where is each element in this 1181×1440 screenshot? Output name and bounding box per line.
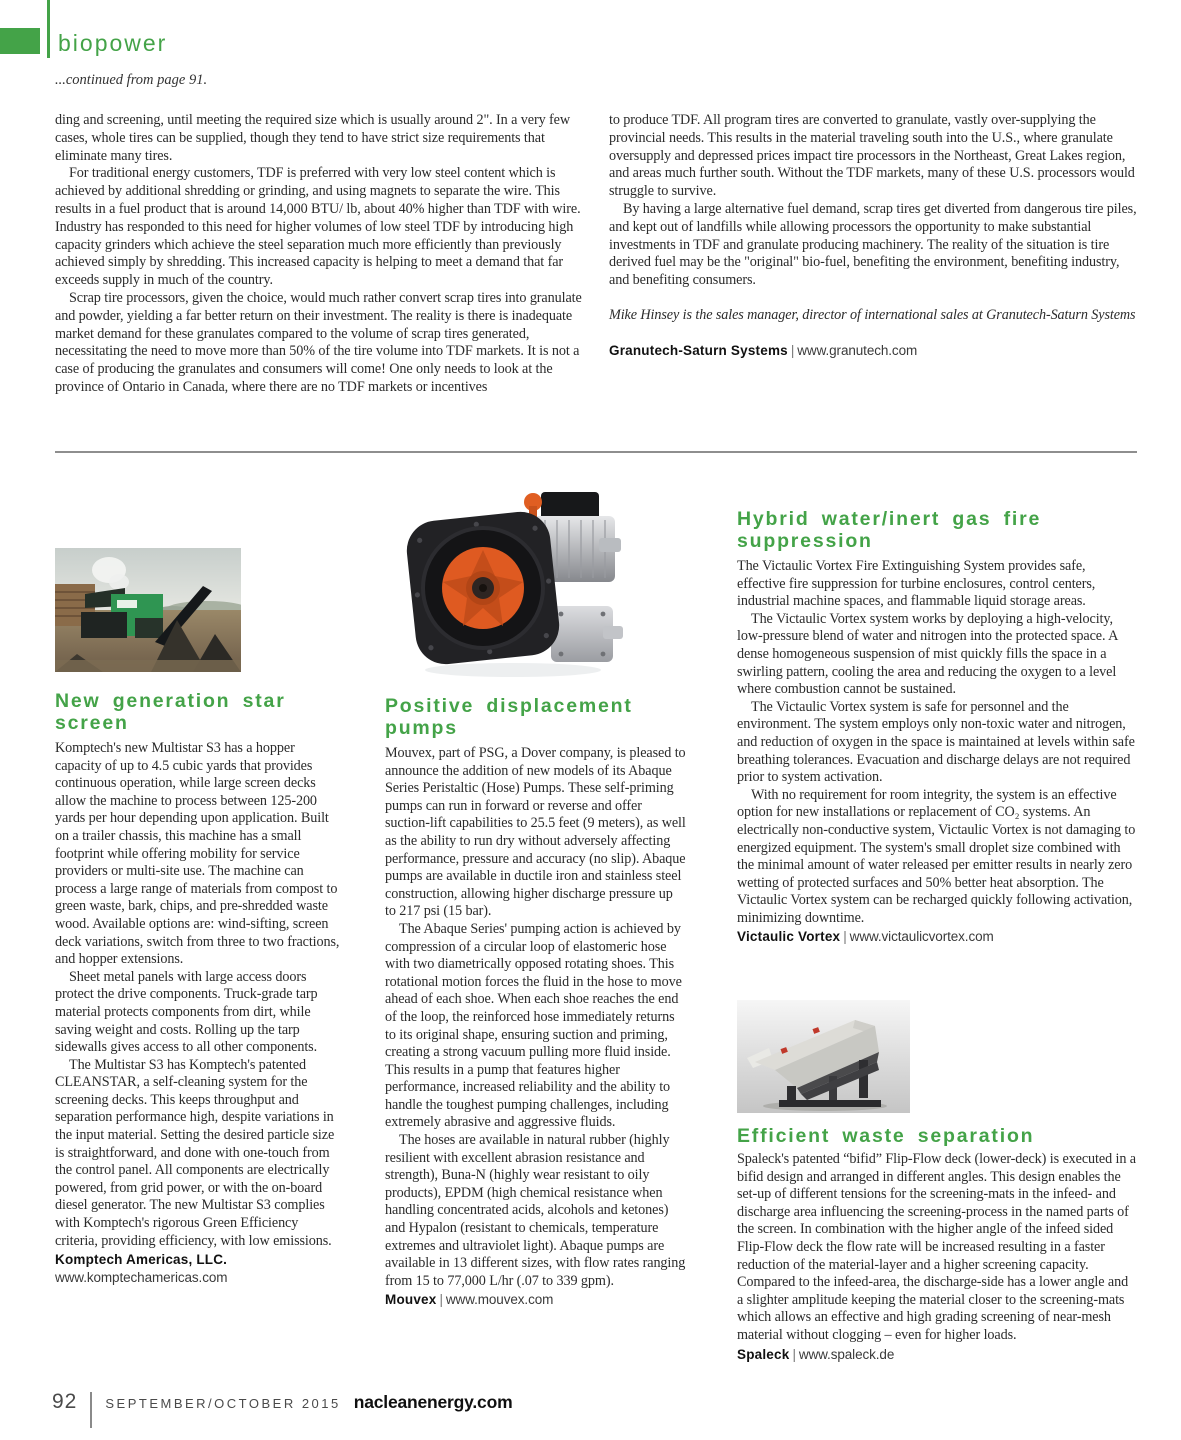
issue-date: SEPTEMBER/OCTOBER 2015 [105, 1396, 341, 1411]
star-screen-photo [55, 548, 342, 672]
pipe-separator: | [843, 929, 847, 945]
company-name: Granutech-Saturn Systems [609, 342, 788, 358]
paragraph: The Victaulic Vortex system works by deploying a high-velocity, low-pressure blend of water and nitrogen into the protected space. A dense homogeneous suspension of mist quickly fills the space in a swirling pattern, cooling the area and reducing the oxygen to a level where combustion cannot be sustained. [737, 610, 1118, 698]
paragraph: For traditional energy customers, TDF is preferred with very low steel content which is achieved by additional shredding or grinding, and using magnets to separate the wire. This results in a fuel product that is around 14,000 BTU/ lb, about 40% higher than TDF with wire. Industry has responded to this need for higher volumes of low steel TDF by introducing high capacity grinders which achieve the steel separation much more efficiently than previously achieved simply by shredding. This increased capacity is helping to meet a demand that far exceeds supply in much of the country. [55, 165, 581, 289]
company-credit-granutech [609, 342, 1137, 360]
tdf-article-column-2 [609, 112, 1137, 397]
company-name: Victaulic Vortex [737, 929, 841, 945]
company-credit-komptech [55, 1251, 342, 1286]
paragraph: Mouvex, part of PSG, a Dover company, is pleased to announce the addition of new models of its Abaque Series Peristaltic (Hose) Pumps. These self-priming pumps can run in forward or reverse and offer suction-lift capabilities to 25.5 feet (9 meters), as well as the ability to run dry without adversely affecting performance, pressure and accuracy (no slip). Abaque pumps are available in ductile iron and stainless steel construction, allowing higher discharge pressure up to 217 psi (15 bar). [385, 745, 686, 920]
paragraph: to produce TDF. All program tires are converted to granulate, vastly over-supplying the provincial needs. This results in the material traveling south into the U.S., where granulate oversupply and depressed prices impact tire processors in the Northeast, Great Lakes region, and areas much further south. Without the TDF markets, many of these U.S. processors would struggle to survive. [609, 112, 1135, 200]
star-screen-photo-graphic [55, 548, 241, 672]
flip-flow-screen-photo [737, 1000, 1137, 1113]
footer-rule [90, 1392, 92, 1428]
article-title: Efficient waste separation [737, 1125, 1035, 1147]
article-star-screen [55, 548, 342, 1286]
author-byline: Mike Hinsey is the sales manager, director of international sales at Granutech-Saturn Systems [609, 306, 1136, 323]
article-pumps [385, 488, 687, 1309]
paragraph: By having a large alternative fuel demand, scrap tires get diverted from dangerous tire piles, and kept out of landfills while allowing processors the opportunity to make substantial investments in TDF and granulate producing machinery. The reality of the situation is tire derived fuel may be the "original" bio-fuel, benefiting the environment, benefiting industry, and benefiting consumers. [609, 200, 1137, 289]
section-title: biopower [58, 30, 168, 56]
company-url[interactable]: www.mouvex.com [445, 1292, 554, 1308]
paragraph: The Victaulic Vortex system is safe for personnel and the environment. The system employs only non-toxic water and nitrogen, and reduction of oxygen in the space is maintained at levels within safe breathing tolerances. Evacuation and discharge delays are not required prior to system activation. [737, 698, 1135, 786]
company-url[interactable]: www.victaulicvortex.com [849, 929, 994, 945]
paragraph: With no requirement for room integrity, the system is an effective option for new installations or replacement of CO₂ systems. An electrically non-conductive system, Victaulic Vortex is not damaging to energized equipment. The system's small droplet size combined with the minimal amount of water released per emitter results in nearly zero wetting of protected surfaces and 50% better heat absorption. The Victaulic Vortex system can be recharged quickly following activation, minimizing downtime. [737, 786, 1136, 926]
pipe-separator: | [439, 1292, 443, 1308]
continued-note: ...continued from page 91. [55, 72, 208, 88]
paragraph: The Abaque Series' pumping action is achieved by compression of a circular loop of elastomeric hose with two diametrically opposed rotating shoes. This rotational motion forces the fluid in the hose to move ahead of each shoe. When each shoe reaches the end of the loop, the reinforced hose immediately returns to its original shape, ensuring suction and priming, creating a strong vacuum pulling more fluid inside. This results in a pump that features higher performance, increased reliability and the ability to handle the toughest pumping challenges, including extremely abrasive and aggressive fluids. [385, 920, 682, 1131]
paragraph: The Victaulic Vortex Fire Extinguishing System provides safe, effective fire suppression for turbine enclosures, control centers, industrial machine spaces, and flammable liquid storage areas. [737, 558, 1096, 610]
peristaltic-pump-photo [385, 488, 687, 683]
header-rule [47, 0, 50, 58]
company-url[interactable]: www.granutech.com [797, 342, 918, 358]
section-divider [55, 451, 1137, 453]
tdf-article-column-1 [55, 112, 583, 397]
company-name: Spaleck [737, 1346, 790, 1362]
article-title: Hybrid water/inert gas fire suppression [737, 508, 1042, 552]
paragraph: ding and screening, until meeting the required size which is usually around 2". In a very few cases, whole tires can be supplied, though they tend to have strict size requirements that eliminate many tires. [55, 112, 570, 164]
article-waste-separation [737, 1000, 1137, 1363]
article-title: New generation star screen [55, 690, 286, 734]
paragraph: Scrap tire processors, given the choice, would much rather convert scrap tires into granulate and powder, yielding a far better return on their investment. The reality is there is inadequate market demand for these granulates compared to the volume of scrap tires generated, necessitating the need to move more than 50% of the tire volume into TDF markets. It is not a case of producing the granulates and consumers will come! One only needs to look at the province of Ontario in Canada, where there are no TDF markets or incentives [55, 289, 582, 395]
article-title: Positive displacement pumps [385, 695, 633, 739]
company-url[interactable]: www.komptechamericas.com [55, 1269, 228, 1285]
company-name: Komptech Americas, LLC. [55, 1252, 228, 1268]
page-number: 92 [52, 1390, 78, 1413]
magazine-site[interactable]: nacleanenergy.com [353, 1392, 513, 1412]
company-credit-victaulic [737, 928, 1137, 946]
company-name: Mouvex [385, 1292, 437, 1308]
section-color-block [0, 28, 40, 54]
tdf-article [55, 112, 1137, 397]
paragraph: The hoses are available in natural rubber (highly resilient with excellent abrasion resistance and strength), Buna-N (highly wear resistant to oily products), EPDM (high chemical resistance when handling concentrated acids, alcohols and ketones) and Hypalon (resistant to chemicals, temperature extremes and ultraviolet light). Abaque pumps are available in 13 different sizes, with flow rates ranging from 15 to 77,000 L/hr (.07 to 339 gpm). [385, 1132, 686, 1289]
pipe-separator: | [792, 1346, 796, 1362]
article-fire-suppression [737, 508, 1137, 1362]
company-credit-mouvex [385, 1291, 687, 1309]
company-url[interactable]: www.spaleck.de [798, 1346, 895, 1362]
screen-photo-graphic [737, 1000, 910, 1113]
paragraph: The Multistar S3 has Komptech's patented CLEANSTAR, a self-cleaning system for the screening decks. This keeps throughput and separation performance high, despite variations in the input material. Setting the desired particle size is straightforward, and done with one-touch from the control panel. All components are electrically powered, from grid power, or with the on-board diesel generator. The new Multistar S3 complies with Komptech's rigorous Green Efficiency criteria, providing efficiency, with low emissions. [55, 1056, 335, 1249]
paragraph: Sheet metal panels with large access doors protect the drive components. Truck-grade tarp material protects components from dirt, while saving weight and costs. Rolling up the tarp sidewalls gives access to all other components. [55, 968, 318, 1056]
company-credit-spaleck [737, 1346, 1137, 1364]
paragraph: Spaleck's patented “bifid” Flip-Flow deck (lower-deck) is executed in a bifid design and arranged in different angles. This design enables the set-up of different tensions for the screening-mats in the infeed- and discharge area influencing the screening-process in the named parts of the screen. In combination with the higher angle of the infeed sided Flip-Flow deck the flow rate will be increased resulting in a faster reduction of the material-layer and a higher screening capacity. Compared to the infeed-area, the discharge-side has a lower angle and a slighter amplitude keeping the material closer to the screening-mats which allows an effective and high grading screening of near-mesh material without clogging – even for higher loads. [737, 1151, 1136, 1343]
pipe-separator: | [790, 342, 795, 358]
page-footer [52, 1390, 512, 1428]
paragraph: Komptech's new Multistar S3 has a hopper capacity of up to 4.5 cubic yards that provides continuous operation, while large screen decks allow the machine to process between 125-200 yards per hour depending upon application. Built on a trailer chassis, this machine has a small footprint while offering mobility for service providers or multi-site use. The machine can process a large range of materials from compost to green waste, bark, chips, and pre-shredded waste wood. Available options are: wind-sifting, screen deck variations, switch from three to two fractions, and hopper extensions. [55, 740, 340, 968]
pump-photo-graphic [403, 488, 625, 683]
